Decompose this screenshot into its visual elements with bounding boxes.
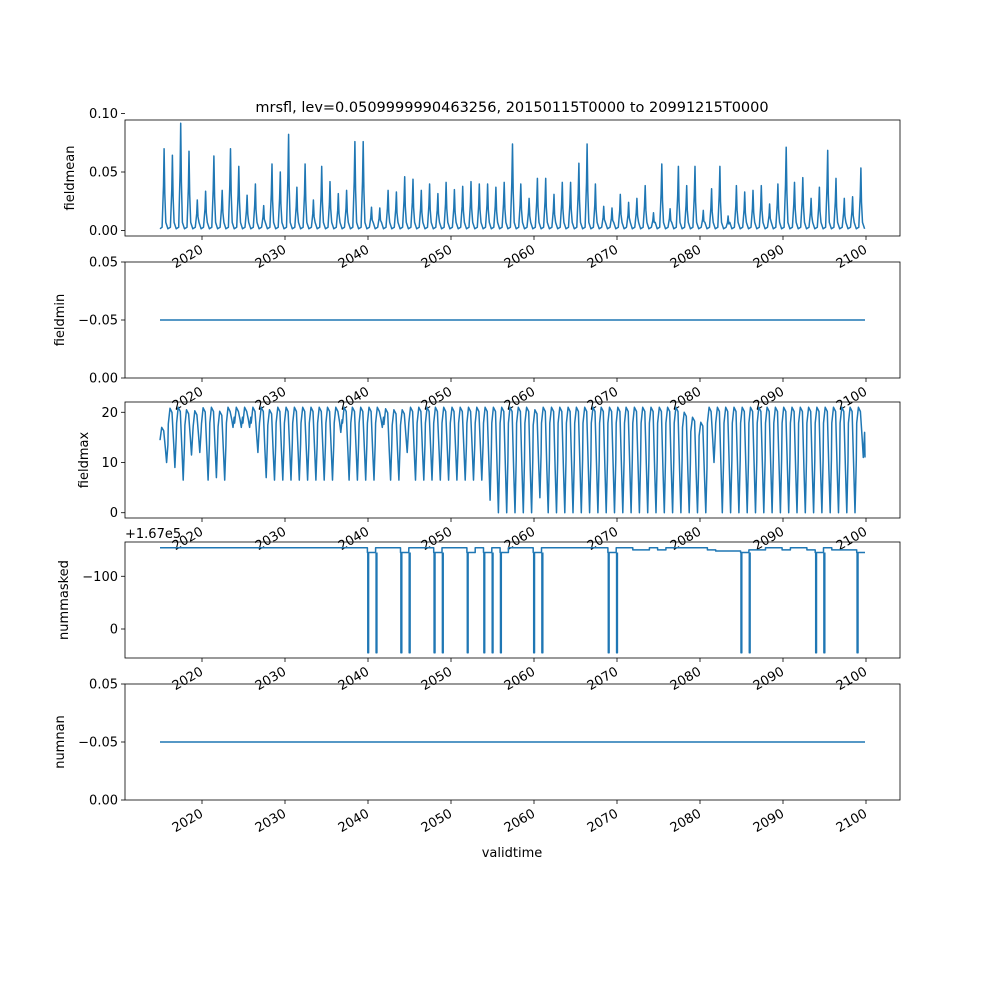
fieldmean-x-tick-label: 2060 bbox=[501, 242, 538, 273]
numnan-y-tick-label: 0.00 bbox=[89, 793, 118, 809]
fieldmax-y-tick-label: 0 bbox=[109, 506, 118, 522]
fieldmean-x-tick-label: 2030 bbox=[252, 242, 289, 273]
fieldmin-y-tick-label: 0.00 bbox=[89, 371, 118, 387]
fieldmin-x-tick-label: 2040 bbox=[335, 384, 372, 415]
nummasked-x-tick-label: 2020 bbox=[169, 664, 206, 695]
fieldmax-y-label: fieldmax bbox=[77, 431, 92, 489]
nummasked-x-tick-label: 2040 bbox=[335, 664, 372, 695]
figure-title: mrsfl, lev=0.0509999990463256, 20150115T0000 to 20991215T0000 bbox=[255, 100, 769, 116]
numnan-y-label: numnan bbox=[53, 715, 68, 769]
nummasked-x-tick-label: 2050 bbox=[418, 664, 455, 695]
numnan-x-tick-label: 2040 bbox=[335, 806, 372, 837]
nummasked-offset-text: +1.67e5 bbox=[125, 527, 182, 542]
fieldmax-x-tick-label: 2100 bbox=[833, 524, 870, 555]
fieldmax-x-tick-label: 2060 bbox=[501, 524, 538, 555]
fieldmax-x-tick-label: 2030 bbox=[252, 524, 289, 555]
fieldmax-y-tick-label: 20 bbox=[101, 405, 118, 421]
fieldmin-x-tick-label: 2050 bbox=[418, 384, 455, 415]
numnan-x-tick-label: 2020 bbox=[169, 806, 206, 837]
fieldmean-y-tick-label: 0.00 bbox=[89, 223, 118, 239]
numnan-x-tick-label: 2060 bbox=[501, 806, 538, 837]
fieldmin-x-tick-label: 2090 bbox=[750, 384, 787, 415]
numnan-x-tick-label: 2080 bbox=[667, 806, 704, 837]
nummasked-y-tick-label: 0 bbox=[109, 622, 118, 638]
fieldmean-x-tick-label: 2050 bbox=[418, 242, 455, 273]
fieldmin-x-tick-label: 2060 bbox=[501, 384, 538, 415]
numnan-y-tick-label: 0.05 bbox=[89, 677, 118, 693]
fieldmean-x-tick-label: 2020 bbox=[169, 242, 206, 273]
fieldmax-x-tick-label: 2020 bbox=[169, 524, 206, 555]
fieldmin-x-tick-label: 2030 bbox=[252, 384, 289, 415]
x-axis-label: validtime bbox=[481, 846, 543, 861]
nummasked-x-tick-label: 2090 bbox=[750, 664, 787, 695]
numnan-x-tick-label: 2100 bbox=[833, 806, 870, 837]
nummasked-x-tick-label: 2060 bbox=[501, 664, 538, 695]
nummasked-y-tick-label: −100 bbox=[82, 569, 118, 585]
numnan-x-tick-label: 2090 bbox=[750, 806, 787, 837]
fieldmax-x-tick-label: 2080 bbox=[667, 524, 704, 555]
fieldmax-y-tick-label: 10 bbox=[101, 456, 118, 472]
fieldmean-x-tick-label: 2100 bbox=[833, 242, 870, 273]
numnan-y-tick-label: −0.05 bbox=[78, 735, 118, 751]
fieldmax-x-tick-label: 2090 bbox=[750, 524, 787, 555]
numnan-x-tick-label: 2030 bbox=[252, 806, 289, 837]
fieldmin-y-label: fieldmin bbox=[53, 293, 68, 347]
fieldmean-y-tick-label: 0.10 bbox=[89, 107, 118, 123]
fieldmin-x-tick-label: 2070 bbox=[584, 384, 621, 415]
fieldmin-x-tick-label: 2020 bbox=[169, 384, 206, 415]
fieldmax-x-tick-label: 2040 bbox=[335, 524, 372, 555]
fieldmin-x-tick-label: 2100 bbox=[833, 384, 870, 415]
nummasked-x-tick-label: 2070 bbox=[584, 664, 621, 695]
numnan-x-tick-label: 2050 bbox=[418, 806, 455, 837]
nummasked-x-tick-label: 2100 bbox=[833, 664, 870, 695]
nummasked-y-label: nummasked bbox=[57, 560, 72, 640]
fieldmean-y-label: fieldmean bbox=[63, 145, 78, 211]
fieldmean-x-tick-label: 2070 bbox=[584, 242, 621, 273]
fieldmean-x-tick-label: 2040 bbox=[335, 242, 372, 273]
fieldmean-x-tick-label: 2090 bbox=[750, 242, 787, 273]
fieldmean-x-tick-label: 2080 bbox=[667, 242, 704, 273]
nummasked-x-tick-label: 2030 bbox=[252, 664, 289, 695]
nummasked-x-tick-label: 2080 bbox=[667, 664, 704, 695]
fieldmin-y-tick-label: −0.05 bbox=[78, 313, 118, 329]
fieldmax-x-tick-label: 2050 bbox=[418, 524, 455, 555]
fieldmin-y-tick-label: 0.05 bbox=[89, 255, 118, 271]
fieldmean-y-tick-label: 0.05 bbox=[89, 165, 118, 181]
fieldmin-x-tick-label: 2080 bbox=[667, 384, 704, 415]
fieldmax-x-tick-label: 2070 bbox=[584, 524, 621, 555]
numnan-x-tick-label: 2070 bbox=[584, 806, 621, 837]
